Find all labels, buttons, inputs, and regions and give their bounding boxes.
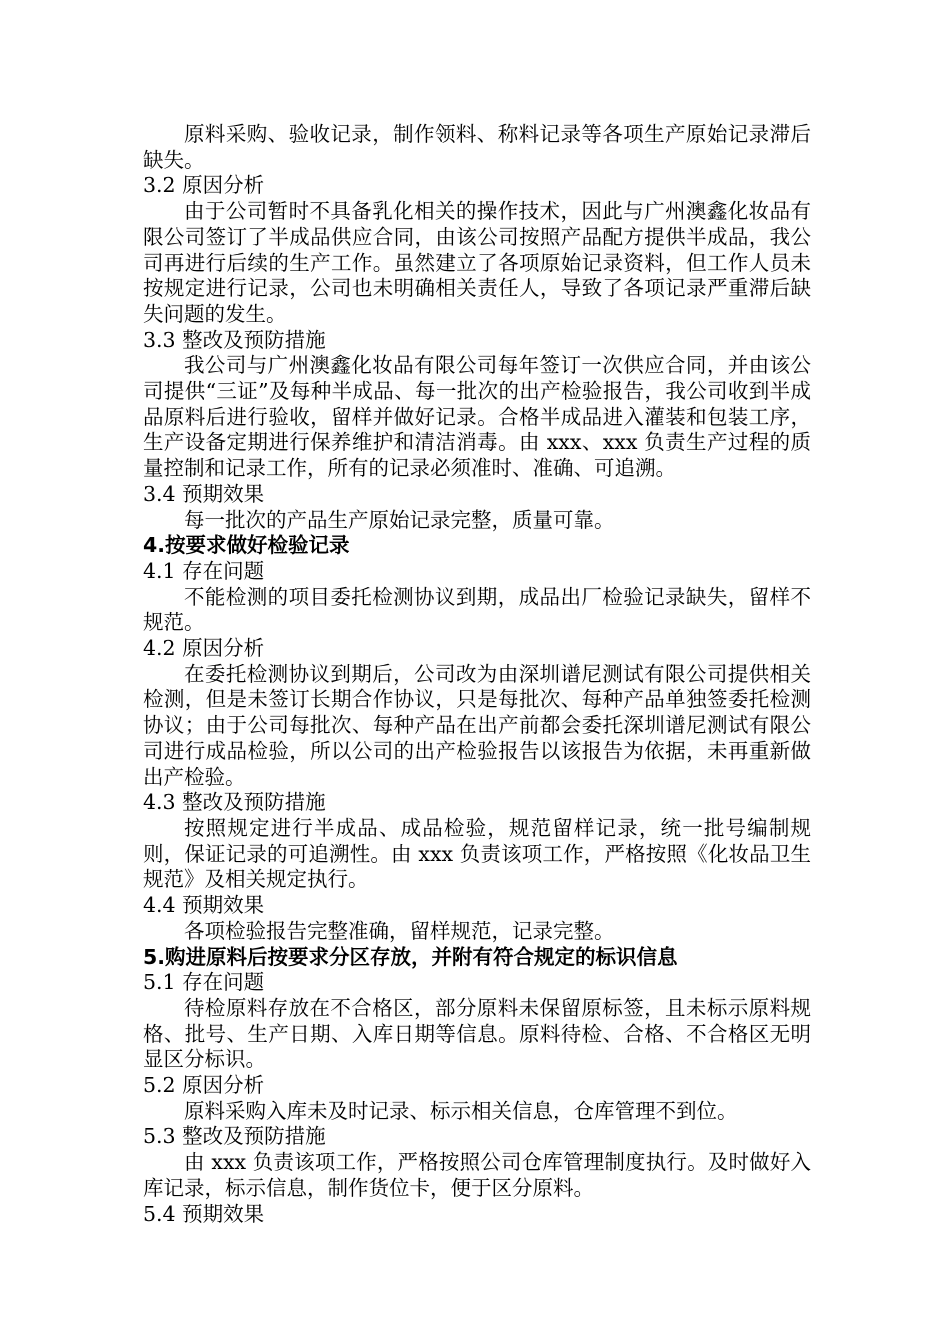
- paragraph: 不能检测的项目委托检测协议到期，成品出厂检验记录缺失，留样不规范。: [143, 584, 811, 635]
- paragraph: 按照规定进行半成品、成品检验，规范留样记录，统一批号编制规则，保证记录的可追溯性。由 xxx 负责该项工作，严格按照《化妆品卫生规范》及相关规定执行。: [143, 815, 811, 892]
- subheading: 4.1 存在问题: [143, 558, 265, 583]
- section-heading: 4.按要求做好检验记录: [143, 533, 350, 558]
- document-body: [143, 122, 811, 1227]
- paragraph: 原料采购入库未及时记录、标示相关信息，仓库管理不到位。: [184, 1098, 738, 1123]
- section-heading: 5.购进原料后按要求分区存放，并附有符合规定的标识信息: [143, 944, 678, 969]
- subheading: 5.2 原因分析: [143, 1073, 265, 1098]
- paragraph: 我公司与广州澳鑫化妆品有限公司每年签订一次供应合同，并由该公司提供“三证”及每种半成品、每一批次的出产检验报告，我公司收到半成品原料后进行验收，留样并做好记录。合格半成品进入灌装和包装工序，生产设备定期进行保养维护和清洁消毒。由 xxx、xxx 负责生产过程的质量控制和记录工作，所有的记录必须准时、准确、可追溯。: [143, 353, 811, 481]
- subheading: 3.2 原因分析: [143, 173, 265, 198]
- paragraph: 原料采购、验收记录，制作领料、称料记录等各项生产原始记录滞后缺失。: [143, 122, 811, 172]
- paragraph: 各项检验报告完整准确，留样规范，记录完整。: [184, 918, 615, 943]
- subheading: 4.3 整改及预防措施: [143, 790, 326, 815]
- subheading: 5.1 存在问题: [143, 970, 265, 995]
- paragraph: 由 xxx 负责该项工作，严格按照公司仓库管理制度执行。及时做好入库记录，标示信息，制作货位卡，便于区分原料。: [143, 1150, 811, 1200]
- paragraph: 每一批次的产品生产原始记录完整，质量可靠。: [184, 507, 615, 532]
- subheading: 4.4 预期效果: [143, 893, 265, 918]
- subheading: 5.4 预期效果: [143, 1201, 265, 1226]
- paragraph: 在委托检测协议到期后，公司改为由深圳谱尼测试有限公司提供相关检测，但是未签订长期合作协议，只是每批次、每种产品单独签委托检测协议；由于公司每批次、每种产品在出产前都会委托深圳谱尼测试有限公司进行成品检验，所以公司的出产检验报告以该报告为依据，未再重新做出产检验。: [143, 661, 811, 789]
- subheading: 4.2 原因分析: [143, 636, 265, 661]
- subheading: 3.3 整改及预防措施: [143, 327, 326, 352]
- paragraph: 待检原料存放在不合格区，部分原料未保留原标签，且未标示原料规格、批号、生产日期、入库日期等信息。原料待检、合格、不合格区无明显区分标识。: [143, 995, 811, 1072]
- subheading: 3.4 预期效果: [143, 481, 265, 506]
- paragraph: 由于公司暂时不具备乳化相关的操作技术，因此与广州澳鑫化妆品有限公司签订了半成品供应合同，由该公司按照产品配方提供半成品，我公司再进行后续的生产工作。虽然建立了各项原始记录资料，但工作人员未按规定进行记录，公司也未明确相关责任人，导致了各项记录严重滞后缺失问题的发生。: [143, 199, 811, 326]
- subheading: 5.3 整改及预防措施: [143, 1124, 326, 1149]
